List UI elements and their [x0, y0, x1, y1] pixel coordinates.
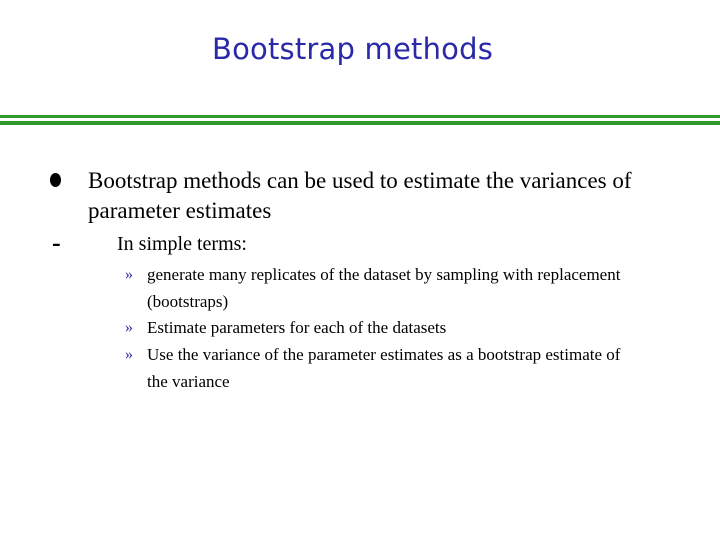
sub-sub-bullet-marker: »: [125, 346, 133, 363]
sub-bullet-text: In simple terms:: [117, 233, 247, 255]
sub-sub-bullet-marker: »: [125, 266, 133, 283]
main-bullet-text: Bootstrap methods can be used to estimate the variances of parameter estimates: [88, 168, 632, 223]
sub-sub-bullet-text: generate many replicates of the dataset by sampling with replacement (bootstraps): [147, 265, 621, 311]
sub-sub-bullet-text: Use the variance of the parameter estimates as a bootstrap estimate of the variance: [147, 345, 621, 391]
sub-sub-bullet-text: Estimate parameters for each of the datasets: [147, 318, 447, 337]
sub-bullet-dash-marker: -: [52, 228, 61, 257]
title-divider-bottom: [0, 121, 720, 125]
slide-title: Bootstrap methods: [211, 32, 494, 66]
bullet-dot-icon: [50, 173, 61, 187]
sub-sub-bullet-marker: »: [125, 319, 133, 336]
title-divider-top: [0, 115, 720, 118]
